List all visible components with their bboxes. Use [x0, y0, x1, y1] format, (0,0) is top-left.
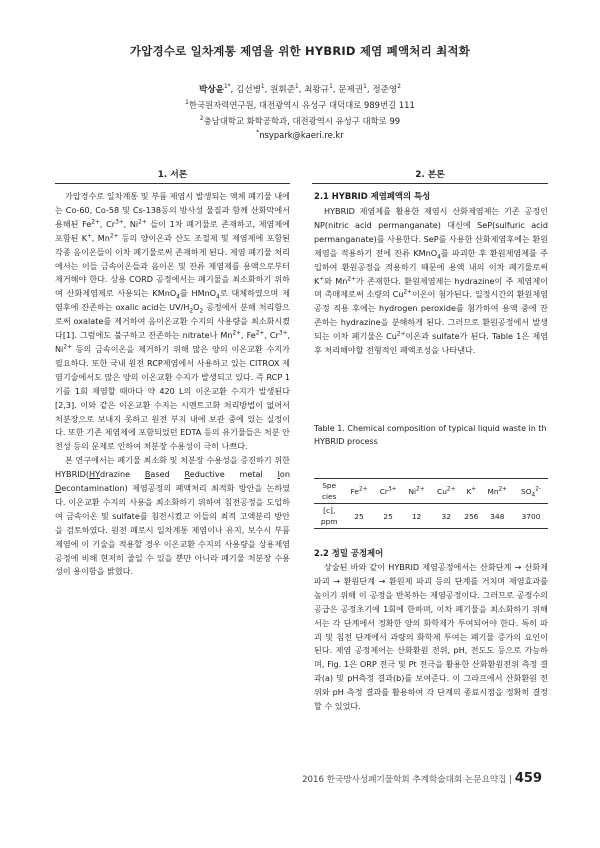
- author: 최왕규: [304, 85, 330, 95]
- table-cell: 25: [374, 504, 403, 529]
- affiliation-2: $^2$충남대학교 화학공학과, 대전광역시 유성구 대학로 99: [199, 116, 401, 126]
- section-rule: [55, 183, 290, 184]
- paragraph: HYBRID 제염제를 활용한 제염시 산화제염제는 기존 공정인 NP(nitric acid permanganate) 대신에 SeP(sulfuric acid permanganate)를 사용한다. SeP를 사용한 산화제염후에는 환원제염을 적용하기 전에 잔류 KMnO$_4$를 파괴한 후 환원제염제를 주입하여 환원공정을 적용하기 때문에 용액 내의 이차 폐기물로써 K+와 $Mn^{2+}$가 존재한다. 환원제염제는 hydrazine이 주 제염제이며 촉매제로써 소량의 $Cu^{2+}$이온이 첨가된다. 일정시간의 환원제염 공정 적용 후에는 hydrogen peroxide를 첨가하여 용액 중에 잔존하는 hydrazine을 분해하게 된다. 그러므로 환원공정에서 발생되는 이차 폐기물은 $Cu^{2+}$이온과 sulfate가 된다. Table 1은 제염 후 처리해야할 전형적인 폐액조성을 나타낸다.: [314, 206, 548, 356]
- table-cell: 348: [481, 504, 514, 529]
- table-row-label: [c], ppm: [314, 504, 344, 529]
- table-cell: 12: [403, 504, 431, 529]
- author: 원휘준: [270, 85, 295, 95]
- body-text-2-1: [314, 205, 548, 358]
- table-row: [314, 504, 548, 529]
- table-cell: 256: [462, 504, 481, 529]
- paper-title: 가압경수로 일차계통 제염을 위한 HYBRID 제염 폐액처리 최적화: [129, 44, 471, 58]
- table-header-cell: $Mn^{2+}$: [481, 479, 514, 504]
- author: 김선병: [236, 85, 261, 95]
- table-header-cell: K+: [462, 479, 481, 504]
- table-header-row: [314, 479, 548, 504]
- table-header-cell: $Ni^{2+}$: [403, 479, 431, 504]
- author-list: 박상윤$^{1*}$, 김선병$^1$, 원휘준$^1$, 최왕규$^1$, 문제권$^1$, 정준영$^2$: [199, 84, 401, 95]
- table-caption: Table 1. Chemical composition of typical liquid waste in th HYBRID process: [314, 424, 547, 446]
- subsection-heading-2-1: 2.1 HYBRID 제염폐액의 특성: [314, 191, 431, 201]
- page-number: 459: [514, 771, 542, 786]
- affiliation-1: $^1$한국원자력연구원, 대전광역시 유성구 대덕대로 989번길 111: [185, 100, 415, 110]
- author: 문제권: [338, 85, 364, 95]
- intro-text: [55, 190, 290, 579]
- footer-divider: |: [509, 775, 513, 785]
- section-rule: [312, 183, 548, 184]
- section-heading-body: 2. 본론: [415, 170, 445, 180]
- section-heading-intro: 1. 서론: [157, 170, 188, 180]
- page-footer: [302, 771, 542, 786]
- table-header-cell: $Cr^{3+}$: [374, 479, 403, 504]
- paragraph: 본 연구에서는 폐기물 최소화 및 처분장 수용성을 증진하기 위한 HYBRID(HYdrazine Based Reductive metal Ion Decontamination) 제염공정의 폐액처리 최적화 방안을 논하였다. 이온교환 수지의 사용을 최소화하기 위하여 침전공정을 도입하여 금속이온 및 sulfate를 침전시켰고 이들의 최적 고액분리 방안을 검토하였다. 원전 폐로시 일차계통 제염이나 유지, 보수시 부품제염에 이 기술을 적용할 경우 이온교환 수지의 사용량을 상용제염공정에 비해 현저히 줄일 수 있을 뿐만 아니라 폐기물 처분장 수용성이 용이함을 밝혔다.: [55, 455, 290, 577]
- author: 정준영: [372, 85, 398, 95]
- table-header-cell: $Fe^{2+}$: [344, 479, 373, 504]
- contact-email: *nsypark@kaeri.re.kr: [256, 130, 344, 140]
- composition-table: [314, 478, 548, 529]
- footer-text: 2016 한국방사성폐기물학회 추계학술대회 논문요약집: [302, 775, 507, 785]
- lead-author: 박상윤: [199, 85, 224, 95]
- table-header-cell: $SO_4^{2-}$: [514, 479, 548, 504]
- table-cell: 25: [344, 504, 373, 529]
- lead-author-mark: 1*: [223, 84, 231, 91]
- table-header-cell: $Cu^{2+}$: [431, 479, 462, 504]
- paragraph: 가압경수로 일차계통 및 부품 제염시 발생되는 액체 폐기물 내에는 Co-60, Co-58 및 Cs-138등의 방사성 물질과 함께 산화막에서 용해된 $Fe^{2+}$, $Cr^{3+}$, $Ni^{2+}$ 들이 1차 폐기물로 존재하고, 제염제에 포함된 K+, $Mn^{2+}$ 등의 양이온과 산도 조절제 및 제염제에 포함된 각종 음이온들이 이차 폐기물로써 존재하게 된다. 제염 폐기물 처리에서는 이들 금속이온들과 음이온 및 잔류 제염제를 용액으로부터 제거해야 한다. 상용 CORD 공정에서는 폐기물을 최소화하기 위하여 산화제염제로 사용되는 KMnO$_4$를 HMnO$_4$로 대체하였으며 제염후에 잔존하는 oxalic acid는 $UV/H_2O_2$ 공정에서 분해 처리함으로써 oxalate를 제거하여 음이온교환 수지의 사용량을 최소화시켰다[1]. 그럼에도 불구하고 잔존하는 nitrate나 $Mn^{2+}$, $Fe^{2+}$, $Cr^{3+}$, $Ni^{2+}$ 등의 금속이온을 제거하기 위해 많은 양의 이온교환 수지가 필요하다. 또한 국내 원전 RCP제염에서 사용하고 있는 CITROX 제염기술에서도 많은 양의 이온교환 수지가 발생되고 있다. 즉 RCP 1기를 1회 제염할 때마다 약 420 L의 이온교환 수지가 발생된다[2,3]. 이와 같은 이온교환 수지는 시멘트고화 처리방법이 없어서 처분장으로 보내지 못하고 원전 부지 내에 보관 중에 있는 실정이다. 또한 기존 제염제에 포함되었던 EDTA 등의 유기물들은 처분 안전성 등의 문제로 인하여 처분장 수용성이 극히 나쁘다.: [55, 191, 291, 452]
- body-text-2-2: [314, 561, 548, 714]
- subsection-heading-2-2: 2.2 정밀 공정제어: [314, 548, 384, 558]
- table-header-cell: Spe cies: [314, 479, 344, 504]
- table-cell: 32: [431, 504, 462, 529]
- paragraph: 상술된 바와 같이 HYBRID 제염공정에서는 산화단계 → 산화제파괴 → 환원단계 → 환원제 파괴 등의 단계를 거치며 제염효과를 높이기 위해 이 공정을 반복하는 제염공정이다. 그러므로 공정수의 공급은 공정초기에 1회에 한하며, 이차 폐기물을 최소화하기 위해서는 각 단계에서 정확한 양의 화학제가 투여되어야 한다. 특히 파괴 및 침전 단계에서 과량의 화학제 투여는 폐기물 증가의 요인이 된다. 제염 공정제어는 산화환원 전위, pH, 전도도 등으로 가능하며, Fig. 1은 ORP 전극 및 Pt 전극을 활용한 산화환원전위 측정 결과(a) 및 pH측정 결과(b)를 보여준다. 이 그라프에서 산화환원 전위와 pH 측정 결과를 활용하여 각 단계의 종료시점을 정확히 결정할 수 있었다.: [314, 562, 548, 712]
- table-cell: 3700: [514, 504, 548, 529]
